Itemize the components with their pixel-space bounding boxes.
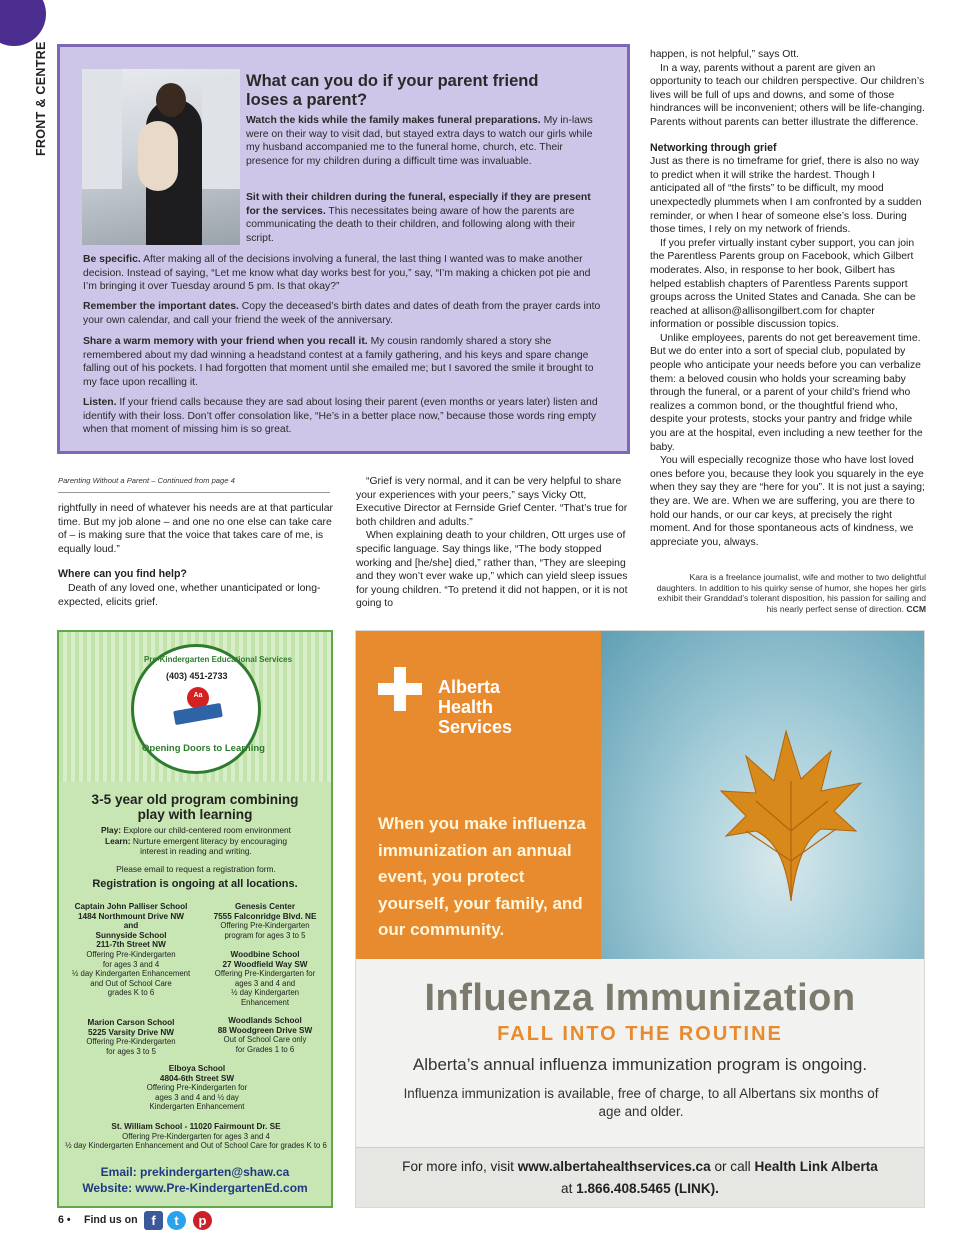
autumn-leaf-icon xyxy=(716,721,866,911)
prek-email-link[interactable]: Email: prekindergarten@shaw.ca xyxy=(100,1165,290,1179)
facebook-icon[interactable]: f xyxy=(144,1211,163,1230)
school-entry: St. William School - 11020 Fairmount Dr. SE Offering Pre-Kindergarten for ages 3 and 4 ½ day Kindergarten Enhancement and Out of School Care for grades K to 6 xyxy=(65,1122,327,1151)
tip-item: Sit with their children during the funeral, especially if they are present for the services. This necessitates being aware of how the parents are communicating the death to their children, and following along with their script. xyxy=(246,192,591,244)
tips-title: What can you do if your parent friend loses a parent? xyxy=(246,72,539,109)
tip-item: Be specific. After making all of the decisions involving a funeral, the last thing I wanted was to make another decision. Instead of saying, “Let me know what day works best for you,” say, “I’m making a chicken pot pie and I’m bringing it over Tuesday around 5 pm. Is that okay?” xyxy=(83,254,591,293)
tip-item: Listen. If your friend calls because they are sad about losing their parent (even months or years later) listen and identify with their loss. Don’t offer consolation like, “He’s in a better place now,” because those words ring empty when that moment of missing him is so great. xyxy=(83,397,598,436)
twitter-icon[interactable]: t xyxy=(167,1211,186,1230)
prek-contact xyxy=(59,1164,331,1196)
prek-advertisement xyxy=(57,630,333,1208)
ahs-info-bar: For more info, visit www.albertahealthservices.ca or call Health Link Alberta at 1.866.408.5465 (LINK). xyxy=(356,1147,924,1208)
prek-headline: 3-5 year old program combining play with learning xyxy=(91,792,299,822)
divider xyxy=(58,492,330,493)
tips-sidebar xyxy=(57,44,630,454)
prek-website-link[interactable]: Website: www.Pre-KindergartenEd.com xyxy=(82,1181,308,1195)
ahs-message: When you make influenza immunization an annual event, you protect yourself, your family, and our community. xyxy=(378,814,586,939)
article-column-2: “Grief is very normal, and it can be very helpful to share your experiences with your peers,” says Vicky Ott, Executive Director at Fernside Grief Center. “That’s true for both children and adults.” When explaining death to your children, Ott urges use of specific language. Say things like, “The body stopped working and [he/she] died,” rather than, “They are sleeping and they won’t ever wake up,” which can yield sleep issues for young children. “To pretend it did not happen, or it is not going to xyxy=(356,476,628,610)
pinterest-icon[interactable]: p xyxy=(193,1211,212,1230)
page-number: 6 • xyxy=(58,1214,71,1226)
ahs-org-name: Alberta Health Services xyxy=(438,677,513,737)
health-link-label: Health Link Alberta xyxy=(754,1159,878,1174)
article-column-1: rightfully in need of whatever his needs are at that particular time. But my job alone – and one no one else can take care of – is making sure that the voice that takes care of me, is equally loud.” Where can you find help? Death of any loved one, whether unanticipated or long-expected, elicits grief. xyxy=(58,503,333,608)
tip-item: Share a warm memory with your friend when you recall it. My cousin randomly shared a story she remembered about my dad winning a headstand contest at a family gathering, and his keys and spare change falling out of his pockets. I had forgotten that moment until she emailed me; but I savored the smile it brought to my face upon recalling it. xyxy=(83,336,594,388)
ahs-title: Influenza Immunization xyxy=(424,977,856,1019)
school-entry: Elboya School 4804-6th Street SW Offering Pre-Kindergarten for ages 3 and 4 and ½ day Kindergarten Enhancement xyxy=(146,1064,248,1112)
ahs-website-link[interactable]: www.albertahealthservices.ca xyxy=(517,1159,711,1174)
school-entry: Woodbine School 27 Woodfield Way SW Offering Pre-Kindergarten for ages 3 and 4 and ½ day Kindergarten Enhancement xyxy=(214,950,316,1007)
apple-icon: Aa xyxy=(187,687,209,709)
school-entry: Woodlands School 88 Woodgreen Drive SW Out of School Care only for Grades 1 to 6 xyxy=(217,1016,313,1054)
ahs-subtitle: FALL INTO THE ROUTINE xyxy=(497,1023,783,1045)
ahs-advertisement xyxy=(355,630,925,1208)
school-entry: Marion Carson School 5225 Varsity Drive NW Offering Pre-Kindergarten for ages 3 to 5 xyxy=(86,1018,176,1056)
prek-registration: Registration is ongoing at all locations. xyxy=(92,878,298,890)
prek-play: Play: Explore our child-centered room environment xyxy=(101,825,291,835)
corner-tab xyxy=(0,0,46,46)
ahs-availability-line: Influenza immunization is available, free of charge, to all Albertans six months of age and older. xyxy=(403,1086,879,1119)
prek-logo: Pre-Kindergarten Educational Services (403) 451-2733 Aa Opening Doors to Learning xyxy=(131,644,261,774)
ahs-phone[interactable]: 1.866.408.5465 (LINK). xyxy=(576,1181,719,1196)
ahs-cross-icon xyxy=(378,667,422,711)
book-icon xyxy=(173,703,223,725)
continued-note: Parenting Without a Parent – Continued from page 4 xyxy=(58,476,235,485)
school-entry: Captain John Palliser School 1484 Northmount Drive NW and Sunnyside School 211-7th Street NW Offering Pre-Kindergarten for ages 3 and 4 ½ day Kindergarten Enhancement and Out of School Care grades K to 6 xyxy=(71,902,191,998)
prek-email-note: Please email to request a registration form. xyxy=(116,864,276,874)
author-bio: Kara is a freelance journalist, wife and mother to two delightful daughters. In addition to his quirky sense of humor, she hopes her girls exhibit their Granddad’s tolerant disposition, his passion for sailing and his nearly perfect sense of direction. CCM xyxy=(656,572,926,614)
school-entry: Genesis Center 7555 Falconridge Blvd. NE Offering Pre-Kindergarten program for ages 3 to 5 xyxy=(213,902,317,940)
article-column-3: happen, is not helpful,” says Ott. In a way, parents without a parent are given an opportunity to teach our children perspective. Our children’s lives will be full of ups and downs, and some of those hindrances will be inconvenient; others will be life-changing. Parents without parents can better illustrate the difference. Networking through grief Just as there is no timeframe for grief, there is also no way to predict when it will strike the hardest. Though I anticipated all of “the firsts” to be difficult, my mood unexpectedly plummets when I am confronted by a sudden reminder, or when I hear of someone else’s loss. During those times, I rely on my network of friends. If you prefer virtually instant cyber support, you can join the Parentless Parents group on Facebook, which Gilbert moderates. Also, in response to her book, Gilbert has helped establish chapters of Parentless Parents support groups across the United States and Canada. She can be reached at allison@allisongilbert.com for chapter information or possible discussion topics. Unlike employees, parents do not get bereavement time. But we do enter into a sort of special club, populated by people who anticipate your needs before you can verbalize them: a beloved cousin who holds your screaming baby through the funeral, or a parent of your child’s friend who realizes a common bond, or the thoughtful friend who, despite your protests, stocks your pantry and fridge while you are at the hospital, even including a new teether for the baby. You will especially recognize those who have lost loved ones before you, because they look you squarely in the eye when they say they are “here for you”. It is not just a saying; they are. We are. When we are suffering, you are there to hold our hands, or our car keys, at precisely the right moment. And for those spontaneous acts of kindness, we appreciate you, always. xyxy=(650,49,925,548)
tip-item: Watch the kids while the family makes funeral preparations. My in-laws were on their way to visit dad, but stayed extra days to watch our girls while my husband accompanied me to the funeral home, church, etc. Their presence for my children during a difficult time was invaluable. xyxy=(246,115,593,167)
find-us-label: Find us on xyxy=(84,1214,138,1226)
prek-learn: Learn: Nurture emergent literacy by encouraging interest in reading and writing. xyxy=(104,836,288,856)
ahs-program-line: Alberta’s annual influenza immunization program is ongoing. xyxy=(412,1055,868,1074)
section-label: FRONT & CENTRE xyxy=(34,41,48,156)
grief-photo xyxy=(82,69,240,245)
tip-item: Remember the important dates. Copy the deceased’s birth dates and dates of death from the prayer cards into your own calendar, and call your friend the week of the anniversary. xyxy=(83,301,601,326)
